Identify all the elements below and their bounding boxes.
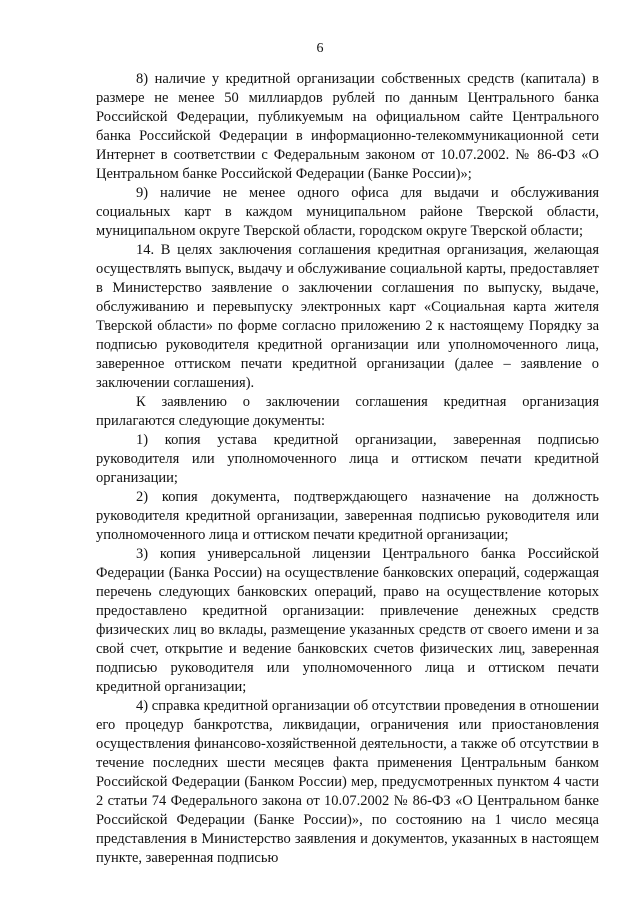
paragraph-clause-14: 14. В целях заключения соглашения кредитная организация, желающая осуществлять выпуск, выдачу и обслуживание социальной карты, предоставляет в Министерство заявление о заключении соглашения по выпуску, выдаче, обслуживанию и перевыпуску электронных карт «Социальная карта жителя Тверской области» по форме согласно приложению 2 к настоящему Порядку за подписью руководителя кредитной организации или уполномоченного лица, заверенное оттиском печати кредитной организации (далее – заявление о заключении соглашения). xyxy=(96,242,599,391)
paragraph-attachments-intro: К заявлению о заключении соглашения кредитная организация прилагаются следующие документы: xyxy=(96,394,599,429)
page-number: 6 xyxy=(316,41,324,56)
paragraph-doc-4: 4) справка кредитной организации об отсутствии проведения в отношении его процедур банкротства, ликвидации, ограничения или приостановления осуществления финансово-хозяйственной деятельности, а также об отсутствии в течение последних шести месяцев факта применения Центральным банком Российской Федерации (Банком России) мер, предусмотренных пунктом 4 части 2 статьи 74 Федерального закона от 10.07.2002 № 86-ФЗ «О Центральном банке Российской Федерации (Банке России)», по состоянию на 1 число месяца представления в Министерство заявления и документов, указанных в настоящем пункте, заверенная подписью xyxy=(96,698,599,866)
paragraph-doc-1: 1) копия устава кредитной организации, заверенная подписью руководителя или уполномоченного лица и оттиском печати кредитной организации; xyxy=(96,432,599,486)
paragraph-item-8: 8) наличие у кредитной организации собственных средств (капитала) в размере не менее 50 миллиардов рублей по данным Центрального банка Российской Федерации, публикуемым на официальном сайте Центрального банка Российской Федерации в информационно-телекоммуникационной сети Интернет в соответствии с Федеральным законом от 10.07.2002. № 86-ФЗ «О Центральном банке Российской Федерации (Банке России)»; xyxy=(96,71,599,182)
paragraph-item-9: 9) наличие не менее одного офиса для выдачи и обслуживания социальных карт в каждом муниципальном районе Тверской области, муниципальном округе Тверской области, городском округе Тверской области; xyxy=(96,185,599,239)
paragraph-doc-2: 2) копия документа, подтверждающего назначение на должность руководителя кредитной организации, заверенная подписью руководителя или уполномоченного лица и оттиском печати кредитной организации; xyxy=(96,489,599,543)
document-body xyxy=(96,70,599,868)
paragraph-doc-3: 3) копия универсальной лицензии Центрального банка Российской Федерации (Банка России) на осуществление банковских операций, содержащая перечень следующих банковских операций, право на осуществление которых предоставлено кредитной организации: привлечение денежных средств физических лиц во вклады, размещение указанных средств от своего имени и за свой счет, открытие и ведение банковских счетов физических лиц, заверенная подписью руководителя или уполномоченного лица и оттиском печати кредитной организации; xyxy=(96,546,599,695)
